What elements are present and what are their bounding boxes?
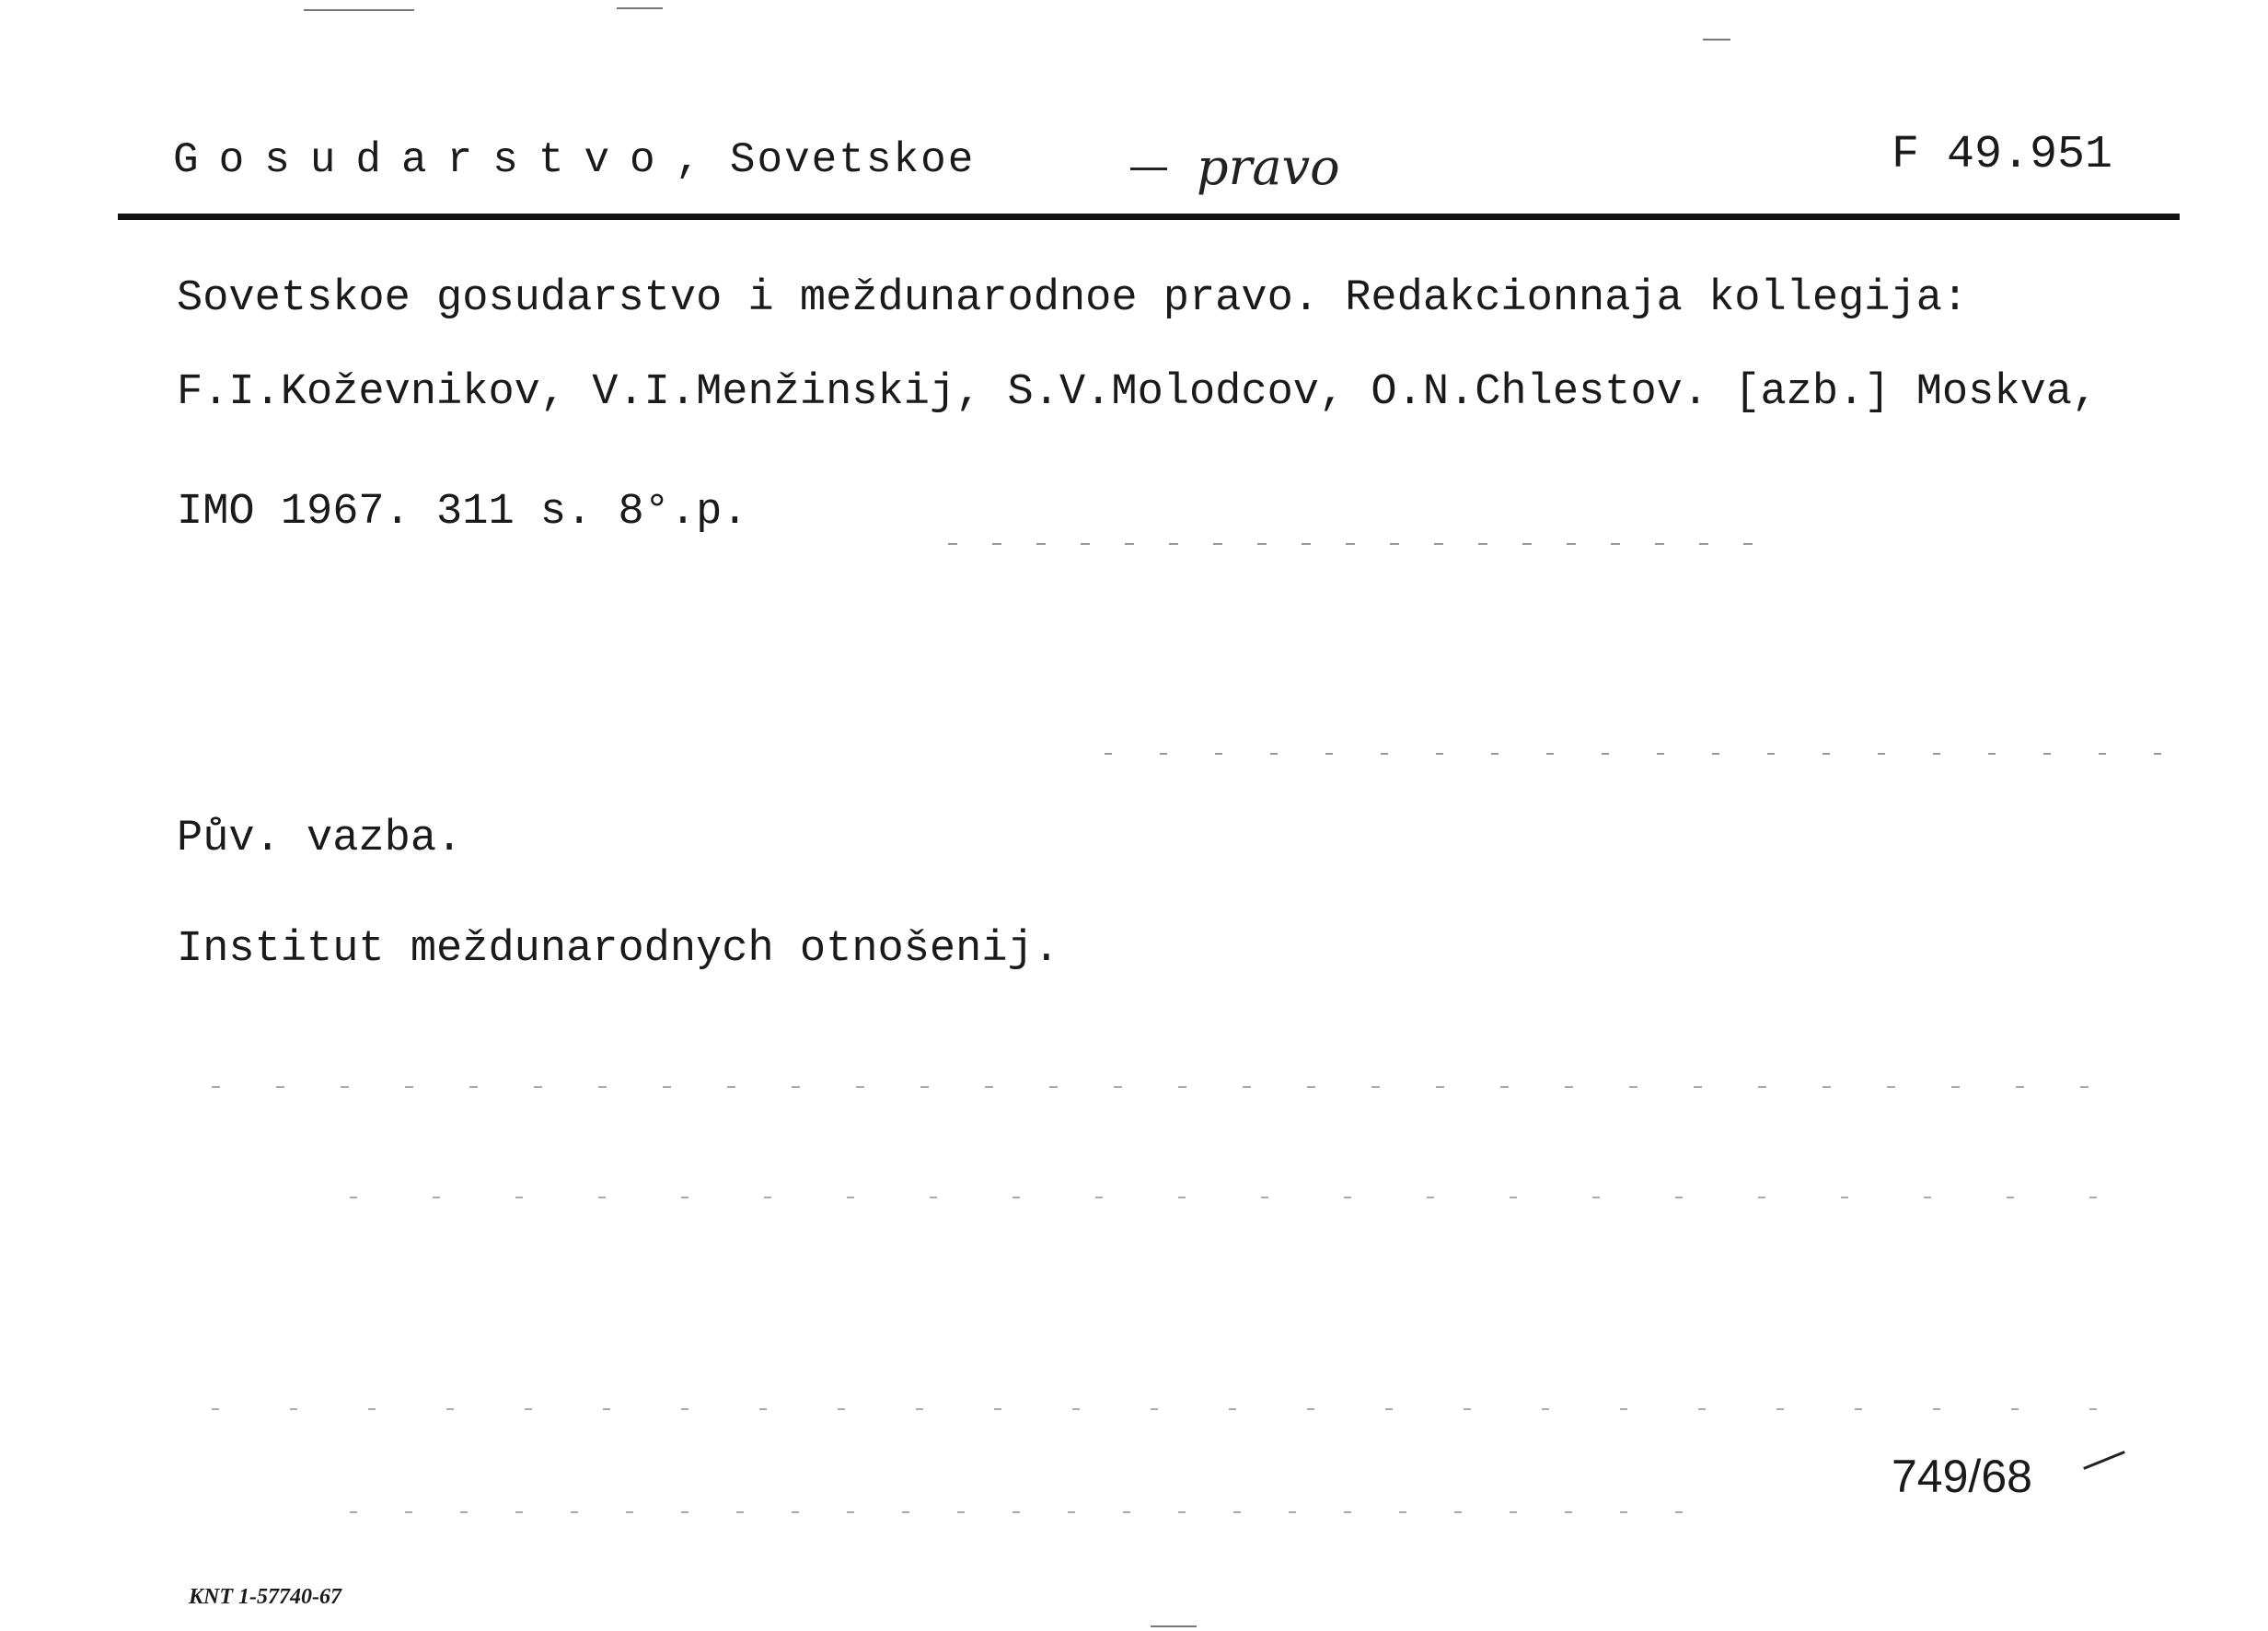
heading-word: Gosudarstvo — [173, 136, 676, 184]
scan-speck — [617, 7, 663, 9]
description-line: F.I.Koževnikov, V.I.Menžinskij, S.V.Molodcov, O.N.Chlestov. [azb.] Moskva, — [177, 368, 2099, 417]
scan-speck — [350, 1511, 1730, 1513]
scan-speck — [350, 1197, 2145, 1198]
accession-number: 749/68 — [1892, 1451, 2032, 1502]
scan-speck — [1703, 39, 1730, 40]
binding-note: Pův. vazba. — [177, 815, 463, 863]
scan-speck — [948, 543, 1776, 545]
description-line: Sovetskoe gosudarstvo i meždunarodnoe pravo. Redakcionnaja kollegija: — [177, 274, 1969, 323]
handwritten-dash — [1130, 168, 1167, 170]
scan-speck — [1151, 1625, 1197, 1627]
heading-rest: , Sovetskoe — [675, 136, 976, 184]
scan-speck — [1105, 753, 2209, 755]
description-line: IMO 1967. 311 s. 8°.p. — [177, 488, 748, 537]
institution-note: Institut meždunarodnych otnošenij. — [177, 925, 1059, 974]
scan-speck — [304, 9, 414, 11]
handwritten-addition: pravo — [1197, 138, 1340, 196]
scan-speck — [212, 1408, 2145, 1410]
printer-code: KNT 1-57740-67 — [189, 1585, 341, 1609]
handwritten-tick — [2083, 1451, 2125, 1470]
heading-rule — [118, 214, 2180, 220]
heading-entry — [173, 136, 975, 184]
scan-speck — [212, 1086, 2145, 1088]
call-number: F 49.951 — [1892, 129, 2113, 181]
